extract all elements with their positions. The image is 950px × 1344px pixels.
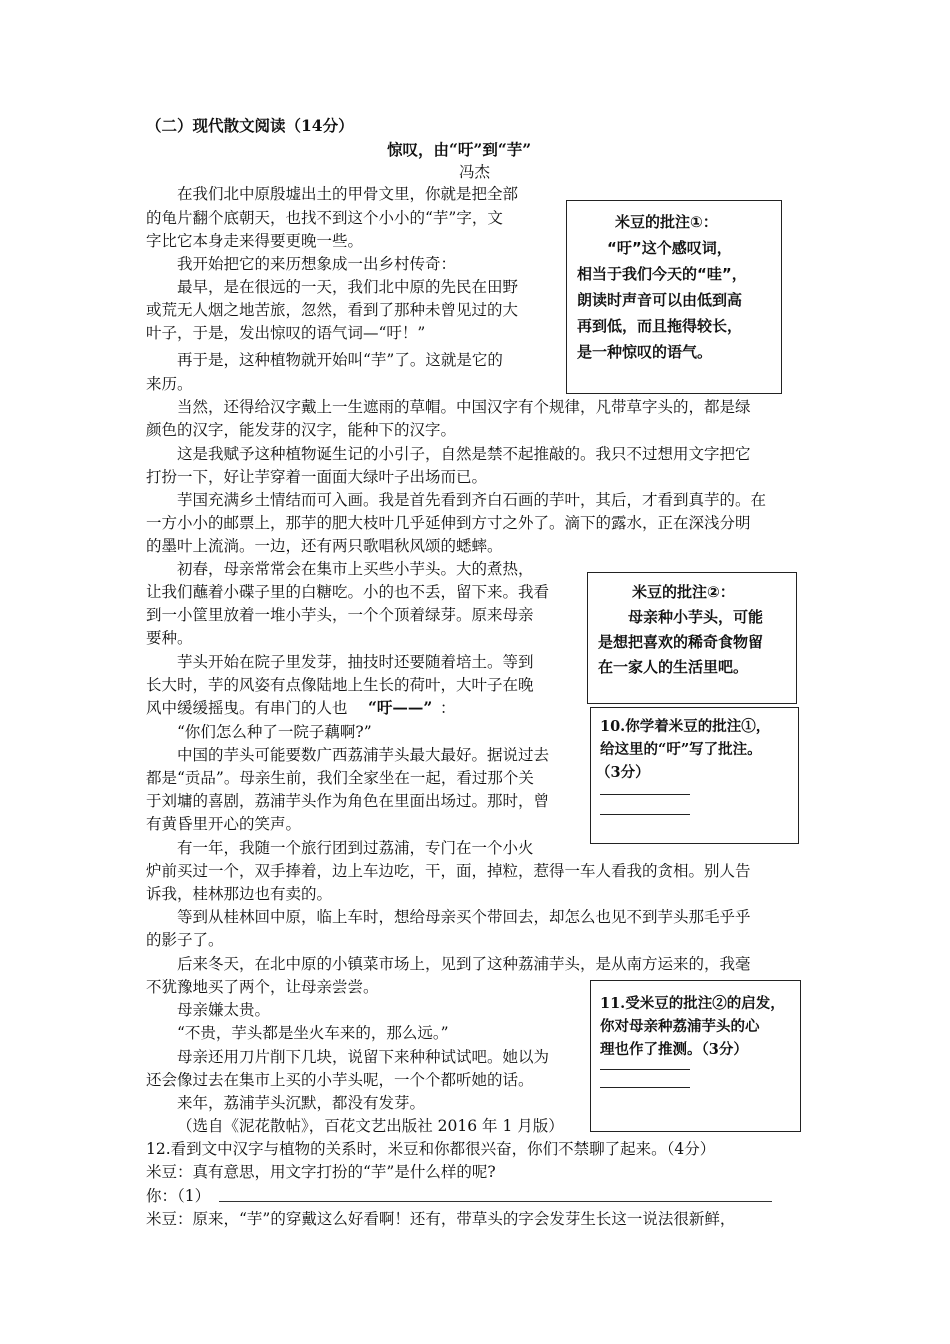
question-line: 你对母亲种荔浦芋头的心 (600, 1018, 760, 1035)
body-line: 的影子了。 (146, 931, 224, 949)
dialogue-midou: 米豆：真有意思，用文字打扮的“芋”是什么样的呢? (146, 1163, 496, 1181)
annotation-box-1 (566, 200, 782, 394)
question-line: 10.你学着米豆的批注①， (600, 718, 771, 735)
body-line: 或荒无人烟之地苦旅，忽然，看到了那种未曾见过的大 (146, 301, 519, 319)
annotation-box-2 (587, 572, 797, 704)
note-line: 在一家人的生活里吧。 (598, 658, 749, 676)
body-line: “你们怎么种了一院子藕啊?” (177, 723, 372, 741)
body-line: 最早，是在很远的一天，我们北中原的先民在田野 (177, 278, 519, 296)
answer-line[interactable] (219, 1201, 772, 1202)
note-title: 米豆的批注①： (615, 213, 718, 231)
body-line: 我开始把它的来历想象成一出乡村传奇： (177, 255, 457, 273)
note-line: 是一种惊叹的语气。 (577, 343, 713, 361)
question-10-box (590, 707, 799, 844)
body-line: ： (440, 699, 456, 717)
body-line: 不犹豫地买了两个，让母亲尝尝。 (146, 978, 379, 996)
note-line: 再到低，而且拖得较长， (577, 317, 743, 335)
question-12-prompt: 12.看到文中汉字与植物的关系时，米豆和你都很兴奋，你们不禁聊了起来。（4分） (146, 1140, 716, 1158)
answer-line[interactable] (600, 814, 690, 815)
body-line: 诉我，桂林那边也有卖的。 (146, 885, 333, 903)
body-line: 炉前买过一个，双手捧着，边上车边吃，干，面，掉粒，惹得一车人看我的贪相。别人告 (146, 862, 751, 880)
body-line: “不贵，芋头都是坐火车来的，那么远。” (177, 1024, 449, 1042)
answer-line[interactable] (600, 794, 690, 795)
body-line: 还会像过去在集市上买的小芋头呢，一个个都听她的话。 (146, 1071, 534, 1089)
article-author: 冯杰 (459, 163, 491, 181)
body-line: 一方小小的邮票上，那芋的肥大枝叶几乎延伸到方寸之外了。滴下的露水，正在深浅分明 (146, 514, 751, 532)
body-line: 芋国充满乡土情结而可入画。我是首先看到齐白石画的芋叶，其后，才看到真芋的。在 (177, 491, 767, 509)
note-title: 米豆的批注②： (632, 583, 735, 601)
note-line: 相当于我们今天的“哇”， (577, 265, 747, 283)
body-line: 风中缓缓摇曳。有串门的人也 (146, 699, 348, 717)
body-line: 于刘墉的喜剧，荔浦芋头作为角色在里面出场过。那时，曾 (146, 792, 550, 810)
body-line: 让我们蘸着小碟子里的白糖吃。小的也不丢，留下来。我看 (146, 583, 550, 601)
body-line: 这是我赋予这种植物诞生记的小引子，自然是禁不起推敲的。我只不过想用文字把它 (177, 445, 751, 463)
body-line: 都是“贡品”。母亲生前，我们全家坐在一起，看过那个关 (146, 769, 534, 787)
body-line: 来年，荔浦芋头沉默，都没有发芽。 (177, 1094, 426, 1112)
body-line: 打扮一下，好让芋穿着一面面大绿叶子出场而已。 (146, 468, 488, 486)
note-line: 朗读时声音可以由低到高 (577, 291, 743, 309)
body-line-emphasis: “吁——” (368, 698, 433, 717)
question-line: 11.受米豆的批注②的启发， (600, 995, 785, 1012)
body-line: 当然，还得给汉字戴上一生遮雨的草帽。中国汉字有个规律，凡带草字头的，都是绿 (177, 398, 751, 416)
dialogue-you: 你：（1） (146, 1187, 211, 1205)
answer-line[interactable] (600, 1069, 690, 1070)
body-line: 有一年，我随一个旅行团到过荔浦，专门在一个小火 (177, 839, 534, 857)
body-line: 初春，母亲常常会在集市上买些小芋头。大的煮热， (177, 560, 534, 578)
body-line: 要种。 (146, 629, 193, 647)
body-line: 叶子，于是，发出惊叹的语气词—“吁！” (146, 324, 426, 342)
question-line: 给这里的“吁”写了批注。 (600, 741, 762, 758)
body-line: 母亲嫌太贵。 (177, 1001, 271, 1019)
question-line: 理也作了推测。（3分） (600, 1041, 748, 1058)
body-line: 在我们北中原殷墟出土的甲骨文里，你就是把全部 (177, 185, 519, 203)
question-11-box (590, 980, 801, 1132)
note-line: “吁”这个感叹词， (607, 239, 732, 257)
note-line: 母亲种小芋头，可能 (628, 608, 764, 626)
note-line: 是想把喜欢的稀奇食物留 (598, 633, 764, 651)
article-title: 惊叹，由“吁”到“芋” (387, 140, 532, 159)
answer-line[interactable] (600, 1087, 690, 1088)
body-line: 字比它本身走来得要更晚一些。 (146, 232, 364, 250)
body-line: 有黄昏里开心的笑声。 (146, 815, 302, 833)
body-line: 来历。 (146, 375, 193, 393)
body-line: 的墨叶上流淌。一边，还有两只歌唱秋风颂的蟋蟀。 (146, 537, 503, 555)
body-line: 再于是，这种植物就开始叫“芋”了。这就是它的 (177, 351, 503, 369)
body-line: 等到从桂林回中原，临上车时，想给母亲买个带回去，却怎么也见不到芋头那毛乎乎 (177, 908, 751, 926)
body-line: 的龟片翻个底朝天，也找不到这个小小的“芋”字，文 (146, 209, 503, 227)
article-source: （选自《泥花散帖》，百花文艺出版社 2016 年 1 月版） (177, 1117, 564, 1135)
body-line: 中国的芋头可能要数广西荔浦芋头最大最好。据说过去 (177, 746, 550, 764)
dialogue-midou: 米豆：原来，“芋”的穿戴这么好看啊！还有，带草头的字会发芽生长这一说法很新鲜， (146, 1210, 736, 1228)
question-line: （3分） (596, 764, 650, 781)
section-title: （二）现代散文阅读（14分） (146, 116, 354, 135)
body-line: 母亲还用刀片削下几块，说留下来种种试试吧。她以为 (177, 1048, 550, 1066)
body-line: 芋头开始在院子里发芽，抽技时还要随着培土。等到 (177, 653, 534, 671)
body-line: 到一小筐里放着一堆小芋头，一个个顶着绿芽。原来母亲 (146, 606, 534, 624)
body-line: 后来冬天，在北中原的小镇菜市场上，见到了这种荔浦芋头，是从南方运来的，我毫 (177, 955, 751, 973)
body-line: 颜色的汉字，能发芽的汉字，能种下的汉字。 (146, 421, 457, 439)
body-line: 长大时，芋的风姿有点像陆地上生长的荷叶，大叶子在晚 (146, 676, 534, 694)
